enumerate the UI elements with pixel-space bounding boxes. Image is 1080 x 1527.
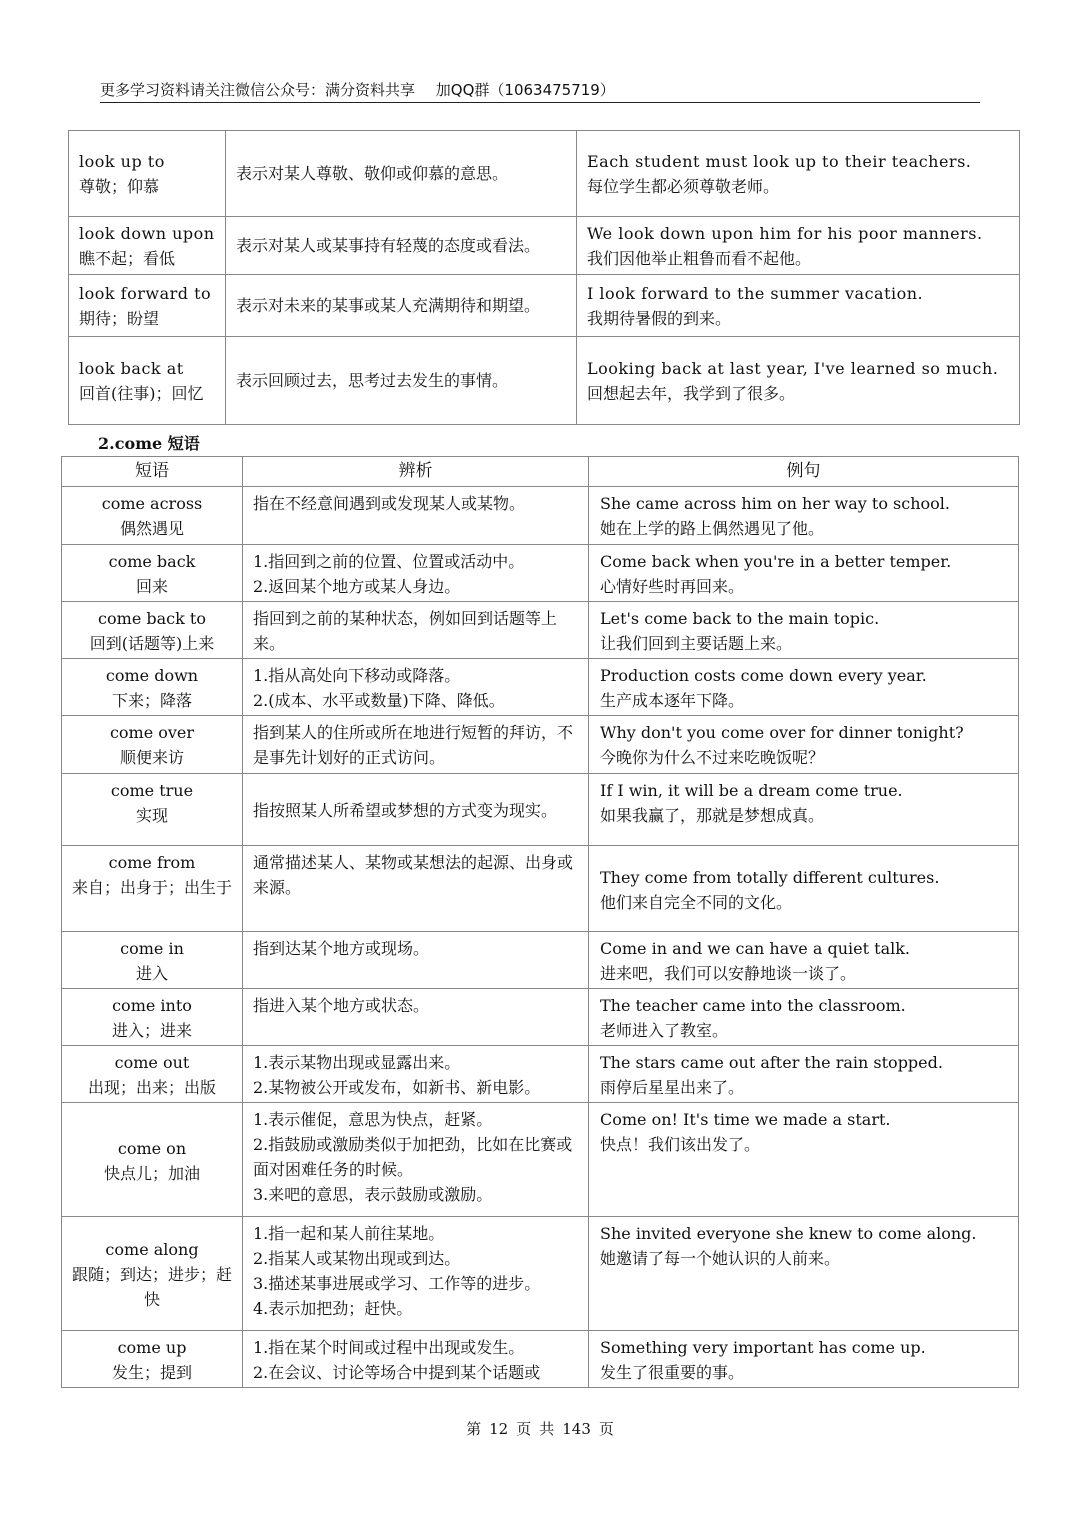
analysis-cell xyxy=(243,932,589,989)
phrase: come back xyxy=(108,552,196,571)
phrase: come true xyxy=(110,781,194,800)
example-chinese: 心情好些时再回来。 xyxy=(600,577,745,596)
phrase-cell xyxy=(69,337,226,425)
section-title: 2.come 短语 xyxy=(98,434,200,453)
example-cell xyxy=(589,716,1019,774)
phrase-cell xyxy=(62,545,243,602)
phrase-meaning: 进入；进来 xyxy=(111,1021,192,1040)
column-header-analysis: 辨析 xyxy=(243,457,589,487)
analysis-cell xyxy=(243,1046,589,1103)
example-chinese: 我们因他举止粗鲁而看不起他。 xyxy=(587,248,812,268)
example-cell xyxy=(589,774,1019,846)
analysis-text: 1.指一起和某人前往某地。 xyxy=(253,1224,445,1243)
analysis-text: 表示对未来的某事或某人充满期待和期望。 xyxy=(236,296,541,315)
analysis-cell xyxy=(243,1217,589,1331)
phrase: come in xyxy=(120,939,184,958)
example-english: I look forward to the summer vacation. xyxy=(587,283,924,303)
page-header xyxy=(100,80,980,103)
table-row xyxy=(62,1217,1019,1331)
phrase-cell xyxy=(62,1217,243,1331)
example-chinese: 发生了很重要的事。 xyxy=(600,1363,745,1382)
phrase-cell xyxy=(62,989,243,1046)
phrase-cell xyxy=(62,487,243,545)
footer-word: 页 xyxy=(516,1420,532,1438)
table-row xyxy=(62,989,1019,1046)
analysis-cell xyxy=(243,545,589,602)
phrase-cell xyxy=(69,275,226,337)
example-chinese: 老师进入了教室。 xyxy=(600,1021,729,1040)
example-cell xyxy=(589,846,1019,932)
example-cell xyxy=(577,217,1020,275)
phrase: look up to xyxy=(79,151,165,171)
example-chinese: 快点！我们该出发了。 xyxy=(600,1135,761,1154)
example-english: Come on! It's time we made a start. xyxy=(600,1110,891,1129)
phrase-meaning: 跟随；到达；进步；赶快 xyxy=(71,1265,232,1309)
example-chinese: 她在上学的路上偶然遇见了他。 xyxy=(600,519,825,538)
example-english: She came across him on her way to school. xyxy=(600,494,950,513)
phrase-cell xyxy=(62,1103,243,1217)
table-row xyxy=(62,774,1019,846)
phrase-meaning: 进入 xyxy=(135,964,168,983)
phrase: come on xyxy=(117,1138,187,1158)
phrase-meaning: 瞧不起；看低 xyxy=(79,248,176,268)
analysis-text: 表示回顾过去，思考过去发生的事情。 xyxy=(236,371,509,390)
phrase-cell xyxy=(62,716,243,774)
example-cell xyxy=(577,337,1020,425)
example-english: Something very important has come up. xyxy=(600,1338,926,1357)
table-header-row xyxy=(62,457,1019,487)
phrase-meaning: 出现；出来；出版 xyxy=(87,1078,216,1097)
analysis-cell xyxy=(226,275,577,337)
analysis-text: 2.返回某个地方或某人身边。 xyxy=(253,577,461,596)
table-row xyxy=(62,932,1019,989)
analysis-text: 2.某物被公开或发布，如新书、新电影。 xyxy=(253,1078,541,1097)
header-qq-group: 加QQ群（1063475719） xyxy=(435,81,615,99)
example-english: Each student must look up to their teachers. xyxy=(587,151,972,171)
table-row xyxy=(69,131,1020,217)
analysis-cell xyxy=(243,1331,589,1388)
analysis-text: 2.在会议、讨论等场合中提到某个话题或 xyxy=(253,1363,541,1382)
analysis-cell xyxy=(226,337,577,425)
analysis-text: 通常描述某人、某物或某想法的起源、出身或来源。 xyxy=(253,853,574,897)
footer-word: 页 xyxy=(598,1420,614,1438)
example-cell xyxy=(589,659,1019,716)
analysis-cell xyxy=(243,1103,589,1217)
example-english: Come back when you're in a better temper. xyxy=(600,552,952,571)
example-chinese: 回想起去年，我学到了很多。 xyxy=(587,383,796,403)
example-cell xyxy=(589,989,1019,1046)
table-row xyxy=(69,217,1020,275)
example-chinese: 每位学生都必须尊敬老师。 xyxy=(587,176,780,196)
phrase-meaning: 发生；提到 xyxy=(111,1363,192,1382)
analysis-cell xyxy=(243,659,589,716)
example-chinese: 今晚你为什么不过来吃晚饭呢？ xyxy=(600,748,825,767)
analysis-text: 指回到之前的某种状态，例如回到话题等上来。 xyxy=(253,609,558,653)
phrase-meaning: 回来 xyxy=(135,577,168,596)
phrase: come along xyxy=(105,1240,199,1259)
table-row xyxy=(62,659,1019,716)
footer-page-number: 12 xyxy=(489,1420,509,1438)
example-english: They come from totally different cultures. xyxy=(600,867,940,887)
table-row xyxy=(62,846,1019,932)
example-english: Production costs come down every year. xyxy=(600,666,927,685)
example-chinese: 他们来自完全不同的文化。 xyxy=(600,892,793,912)
example-cell xyxy=(589,932,1019,989)
analysis-text: 指按照某人所希望或梦想的方式变为现实。 xyxy=(253,801,558,820)
phrase-cell xyxy=(69,217,226,275)
example-cell xyxy=(589,1217,1019,1331)
analysis-text: 2.指某人或某物出现或到达。 xyxy=(253,1249,461,1268)
phrase: come down xyxy=(105,666,199,685)
phrase-meaning: 期待；盼望 xyxy=(79,308,160,328)
example-cell xyxy=(589,1103,1019,1217)
phrase-cell xyxy=(69,131,226,217)
example-cell xyxy=(589,1331,1019,1388)
analysis-text: 指到达某个地方或现场。 xyxy=(253,939,430,958)
phrase-meaning: 尊敬；仰慕 xyxy=(79,176,160,196)
analysis-text: 指到某人的住所或所在地进行短暂的拜访，不是事先计划好的正式访问。 xyxy=(253,723,574,767)
example-cell xyxy=(577,275,1020,337)
example-chinese: 她邀请了每一个她认识的人前来。 xyxy=(600,1249,841,1268)
phrase: look down upon xyxy=(79,223,215,243)
phrase-meaning: 回首(往事)；回忆 xyxy=(79,383,204,403)
analysis-text: 4.表示加把劲；赶快。 xyxy=(253,1299,413,1318)
example-english: The teacher came into the classroom. xyxy=(600,996,906,1015)
phrase: come from xyxy=(108,853,196,872)
phrase: come into xyxy=(112,996,192,1015)
phrase: come up xyxy=(117,1338,187,1357)
table-row xyxy=(69,275,1020,337)
footer-total-pages: 143 xyxy=(562,1420,591,1438)
analysis-text: 1.指在某个时间或过程中出现或发生。 xyxy=(253,1338,525,1357)
analysis-text: 1.指回到之前的位置、位置或活动中。 xyxy=(253,552,525,571)
phrase-meaning: 快点儿；加油 xyxy=(103,1163,200,1183)
table-row xyxy=(62,487,1019,545)
example-english: If I win, it will be a dream come true. xyxy=(600,781,903,800)
example-cell xyxy=(589,602,1019,659)
phrase: come out xyxy=(114,1053,190,1072)
analysis-cell xyxy=(226,131,577,217)
analysis-text: 3.来吧的意思，表示鼓励或激励。 xyxy=(253,1185,493,1204)
footer-word: 共 xyxy=(539,1420,555,1438)
phrase: come over xyxy=(109,723,195,742)
analysis-text: 2.(成本、水平或数量)下降、降低。 xyxy=(253,691,505,710)
example-chinese: 如果我赢了，那就是梦想成真。 xyxy=(600,806,825,825)
phrase: look back at xyxy=(79,358,184,378)
example-chinese: 生产成本逐年下降。 xyxy=(600,691,745,710)
analysis-cell xyxy=(243,774,589,846)
phrase-meaning: 回到(话题等)上来 xyxy=(89,634,215,653)
example-cell xyxy=(577,131,1020,217)
phrase-meaning: 实现 xyxy=(135,806,168,825)
analysis-text: 1.表示催促，意思为快点，赶紧。 xyxy=(253,1110,493,1129)
analysis-text: 1.表示某物出现或显露出来。 xyxy=(253,1053,461,1072)
analysis-text: 指进入某个地方或状态。 xyxy=(253,996,430,1015)
analysis-cell xyxy=(226,217,577,275)
table-row xyxy=(62,1331,1019,1388)
phrase-meaning: 偶然遇见 xyxy=(119,519,184,538)
analysis-text: 指在不经意间遇到或发现某人或某物。 xyxy=(253,494,526,513)
phrase-meaning: 下来；降落 xyxy=(111,691,192,710)
example-english: She invited everyone she knew to come along. xyxy=(600,1224,977,1243)
table-row xyxy=(62,716,1019,774)
example-chinese: 进来吧，我们可以安静地谈一谈了。 xyxy=(600,964,857,983)
example-english: We look down upon him for his poor manners. xyxy=(587,223,983,243)
analysis-cell xyxy=(243,846,589,932)
analysis-cell xyxy=(243,716,589,774)
analysis-cell xyxy=(243,602,589,659)
table-row xyxy=(62,1103,1019,1217)
phrase-cell xyxy=(62,846,243,932)
example-english: Come in and we can have a quiet talk. xyxy=(600,939,910,958)
phrase-cell xyxy=(62,1331,243,1388)
phrase-cell xyxy=(62,1046,243,1103)
table-row xyxy=(62,602,1019,659)
footer-word: 第 xyxy=(466,1420,482,1438)
phrase-cell xyxy=(62,774,243,846)
analysis-cell xyxy=(243,989,589,1046)
example-chinese: 雨停后星星出来了。 xyxy=(600,1078,745,1097)
come-phrases-table xyxy=(61,456,1019,1388)
look-phrases-table xyxy=(68,130,1020,425)
analysis-cell xyxy=(243,487,589,545)
table-row xyxy=(62,1046,1019,1103)
example-chinese: 让我们回到主要话题上来。 xyxy=(600,634,793,653)
example-cell xyxy=(589,545,1019,602)
phrase: come back to xyxy=(98,609,206,628)
example-english: Why don't you come over for dinner tonight? xyxy=(600,723,964,742)
example-chinese: 我期待暑假的到来。 xyxy=(587,308,732,328)
example-english: Looking back at last year, I've learned so much. xyxy=(587,358,999,378)
phrase-cell xyxy=(62,602,243,659)
column-header-example: 例句 xyxy=(589,457,1019,487)
phrase-cell xyxy=(62,659,243,716)
table-row xyxy=(69,337,1020,425)
example-cell xyxy=(589,1046,1019,1103)
analysis-text: 3.描述某事进展或学习、工作等的进步。 xyxy=(253,1274,541,1293)
header-title: 更多学习资料请关注微信公众号：满分资料共享 xyxy=(100,81,416,99)
example-english: The stars came out after the rain stopped. xyxy=(600,1053,943,1072)
phrase-cell xyxy=(62,932,243,989)
phrase: come across xyxy=(101,494,203,513)
page-footer xyxy=(0,1418,1080,1440)
analysis-text: 1.指从高处向下移动或降落。 xyxy=(253,666,461,685)
column-header-phrase: 短语 xyxy=(62,457,243,487)
analysis-text: 表示对某人尊敬、敬仰或仰慕的意思。 xyxy=(236,164,509,183)
analysis-text: 表示对某人或某事持有轻蔑的态度或看法。 xyxy=(236,236,541,255)
example-english: Let's come back to the main topic. xyxy=(600,609,880,628)
analysis-text: 2.指鼓励或激励类似于加把劲，比如在比赛或面对困难任务的时候。 xyxy=(253,1135,573,1179)
example-cell xyxy=(589,487,1019,545)
table-row xyxy=(62,545,1019,602)
phrase-meaning: 来自；出身于；出生于 xyxy=(71,878,232,897)
phrase: look forward to xyxy=(79,283,212,303)
phrase-meaning: 顺便来访 xyxy=(119,748,184,767)
